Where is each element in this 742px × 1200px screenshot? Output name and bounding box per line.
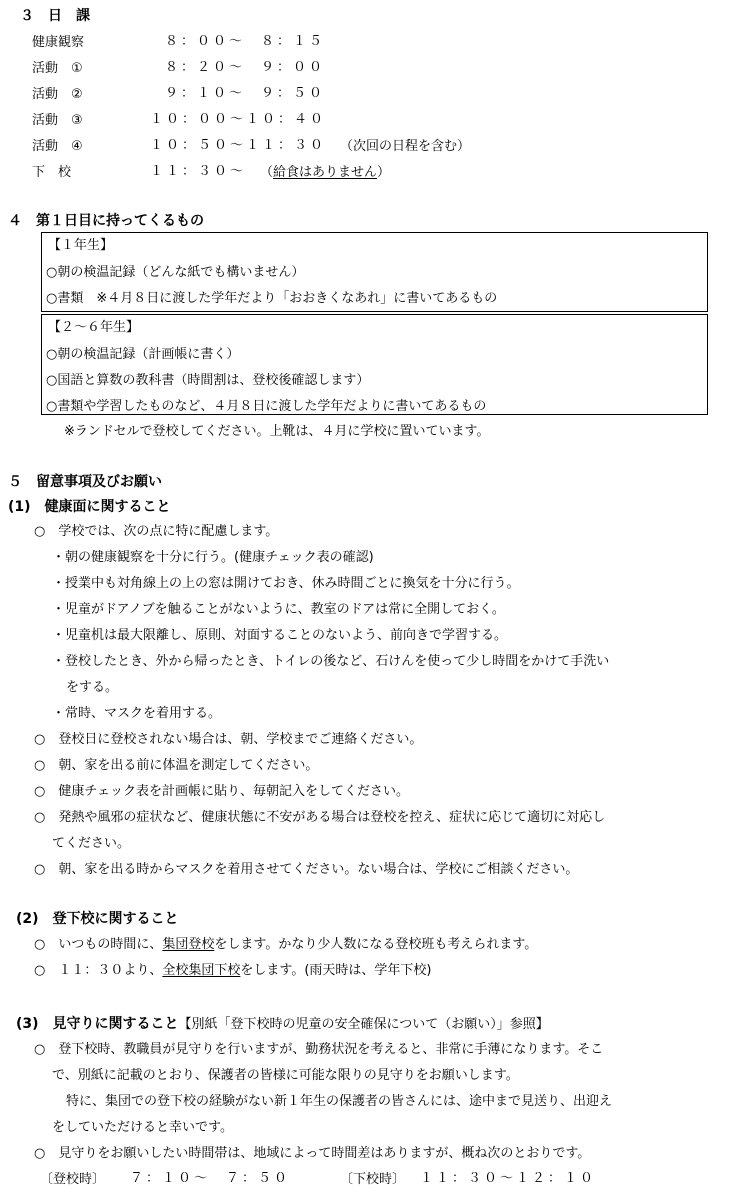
schedule-time: ８：２０～ ９：００ bbox=[165, 60, 326, 75]
list-item bbox=[34, 938, 537, 951]
randoseru-note: ※ランドセルで登校してください。上靴は、４月に学校に置いています。 bbox=[64, 424, 490, 439]
group-commute-text: 集団登校 bbox=[162, 937, 215, 952]
section5-title: ５ 留意事項及びお願い bbox=[8, 474, 162, 490]
schedule-label: 下 校 bbox=[32, 165, 72, 180]
bullet-item: ・登校したとき、外から帰ったとき、トイレの後など、石けんを使って少し時間をかけて手洗い bbox=[52, 654, 610, 669]
list-item: ○朝の検温記録（どんな紙でも構いません） bbox=[46, 265, 305, 280]
list-item: ○ 見守りをお願いしたい時間帯は、地域によって時間差はありますが、概ね次のとおりです。 bbox=[34, 1146, 591, 1161]
watch-subsection-title: (3) 見守りに関すること bbox=[16, 1016, 179, 1032]
list-item: ○ 登校日に登校されない場合は、朝、学校までご連絡ください。 bbox=[34, 732, 423, 747]
schedule-time: ８：００～ ８：１５ bbox=[165, 34, 326, 49]
text-part: をします。かなり少人数になる登校班も考えられます。 bbox=[214, 937, 538, 952]
schedule-label: 活動 ① bbox=[32, 61, 83, 76]
note-open-paren: （ bbox=[260, 165, 274, 180]
attachment-reference: 【別紙「登下校時の児童の安全確保について（お願い）」参照】 bbox=[178, 1017, 549, 1032]
list-item: ○書類や学習したものなど、４月８日に渡した学年だよりに書いてあるもの bbox=[46, 399, 487, 414]
schedule-label: 健康観察 bbox=[32, 35, 85, 50]
go-time-range: ７：１０～ ７：５０ bbox=[130, 1171, 291, 1186]
text-part: ○ １１：３０より、 bbox=[34, 963, 163, 978]
paragraph-line: 特に、集団での登下校の経験がない新１年生の保護者の皆さんには、途中まで見送り、出迎え bbox=[66, 1094, 613, 1109]
bullet-item: ・授業中も対角線上の上の窓は開けておき、休み時間ごとに換気を十分に行う。 bbox=[52, 576, 520, 591]
commute-subsection-title: (2) 登下校に関すること bbox=[16, 911, 179, 927]
go-time-label: 〔登校時〕 bbox=[40, 1172, 106, 1187]
bullet-item: ・常時、マスクを着用する。 bbox=[52, 706, 222, 721]
first-grade-heading: 【１年生】 bbox=[48, 238, 114, 253]
list-item: ○ 学校では、次の点に特に配慮します。 bbox=[34, 524, 279, 539]
list-item: ○ 朝、家を出る時からマスクを着用させてください。ない場合は、学校にご相談ください。 bbox=[34, 862, 579, 877]
schedule-time: １０：００～１０：４０ bbox=[150, 112, 327, 127]
schedule-note: （次回の日程を含む） bbox=[340, 139, 471, 154]
schedule-time: ９：１０～ ９：５０ bbox=[165, 86, 326, 101]
bullet-item: ・児童がドアノブを触ることがないように、教室のドアは常に全開しておく。 bbox=[52, 602, 505, 617]
bullet-item: ・児童机は最大限離し、原則、対面することのないよう、前向きで学習する。 bbox=[52, 628, 508, 643]
schedule-time: １１：３０～ bbox=[150, 164, 247, 179]
list-item: ○国語と算数の教科書（時間割は、登校後確認します） bbox=[46, 373, 370, 388]
list-item: ○ 朝、家を出る前に体温を測定してください。 bbox=[34, 758, 319, 773]
bullet-item-continued: をする。 bbox=[66, 680, 119, 695]
bullet-item: ・朝の健康観察を十分に行う。(健康チェック表の確認) bbox=[52, 550, 374, 565]
section3-title: ３ 日 課 bbox=[20, 8, 90, 24]
watch-subsection-heading bbox=[16, 1017, 549, 1031]
list-item: ○ 健康チェック表を計画帳に貼り、毎朝記入をしてください。 bbox=[34, 784, 409, 799]
school-dismissal-text: 全校集団下校 bbox=[162, 963, 241, 978]
schedule-label: 活動 ③ bbox=[32, 113, 83, 128]
list-item-continued: をしていただけると幸いです。 bbox=[52, 1120, 233, 1135]
list-item: ○ 登下校時、教職員が見守りを行いますが、勤務状況を考えると、非常に手薄になります。そこ bbox=[34, 1042, 604, 1057]
text-part: ○ いつもの時間に、 bbox=[34, 937, 163, 952]
list-item: ○ 発熱や風邪の症状など、健康状態に不安がある場合は登校を控え、症状に応じて適切に対応し bbox=[34, 810, 606, 825]
list-item: ○書類 ※４月８日に渡した学年だより「おおきくなあれ」に書いてあるもの bbox=[46, 291, 498, 306]
no-lunch-note: 給食はありません bbox=[273, 165, 378, 180]
section4-title: ４ 第１日目に持ってくるもの bbox=[8, 213, 204, 229]
back-time-range: １１：３０～１２：１０ bbox=[420, 1171, 597, 1186]
grades-2-6-heading: 【２～６年生】 bbox=[48, 320, 140, 335]
schedule-time: １０：５０～１１：３０ bbox=[150, 138, 327, 153]
schedule-label: 活動 ④ bbox=[32, 139, 83, 154]
schedule-label: 活動 ② bbox=[32, 87, 83, 102]
list-item-continued: てください。 bbox=[52, 836, 131, 851]
list-item bbox=[34, 964, 431, 977]
health-subsection-title: (1) 健康面に関すること bbox=[8, 499, 171, 515]
list-item: ○朝の検温記録（計画帳に書く） bbox=[46, 347, 240, 362]
list-item-continued: で、別紙に記載のとおり、保護者の皆様に可能な限りの見守りをお願いします。 bbox=[52, 1068, 519, 1083]
back-time-label: 〔下校時〕 bbox=[340, 1172, 406, 1187]
schedule-note bbox=[260, 166, 390, 179]
note-close-paren: ） bbox=[377, 165, 391, 180]
text-part: をします。(雨天時は、学年下校) bbox=[240, 963, 432, 978]
